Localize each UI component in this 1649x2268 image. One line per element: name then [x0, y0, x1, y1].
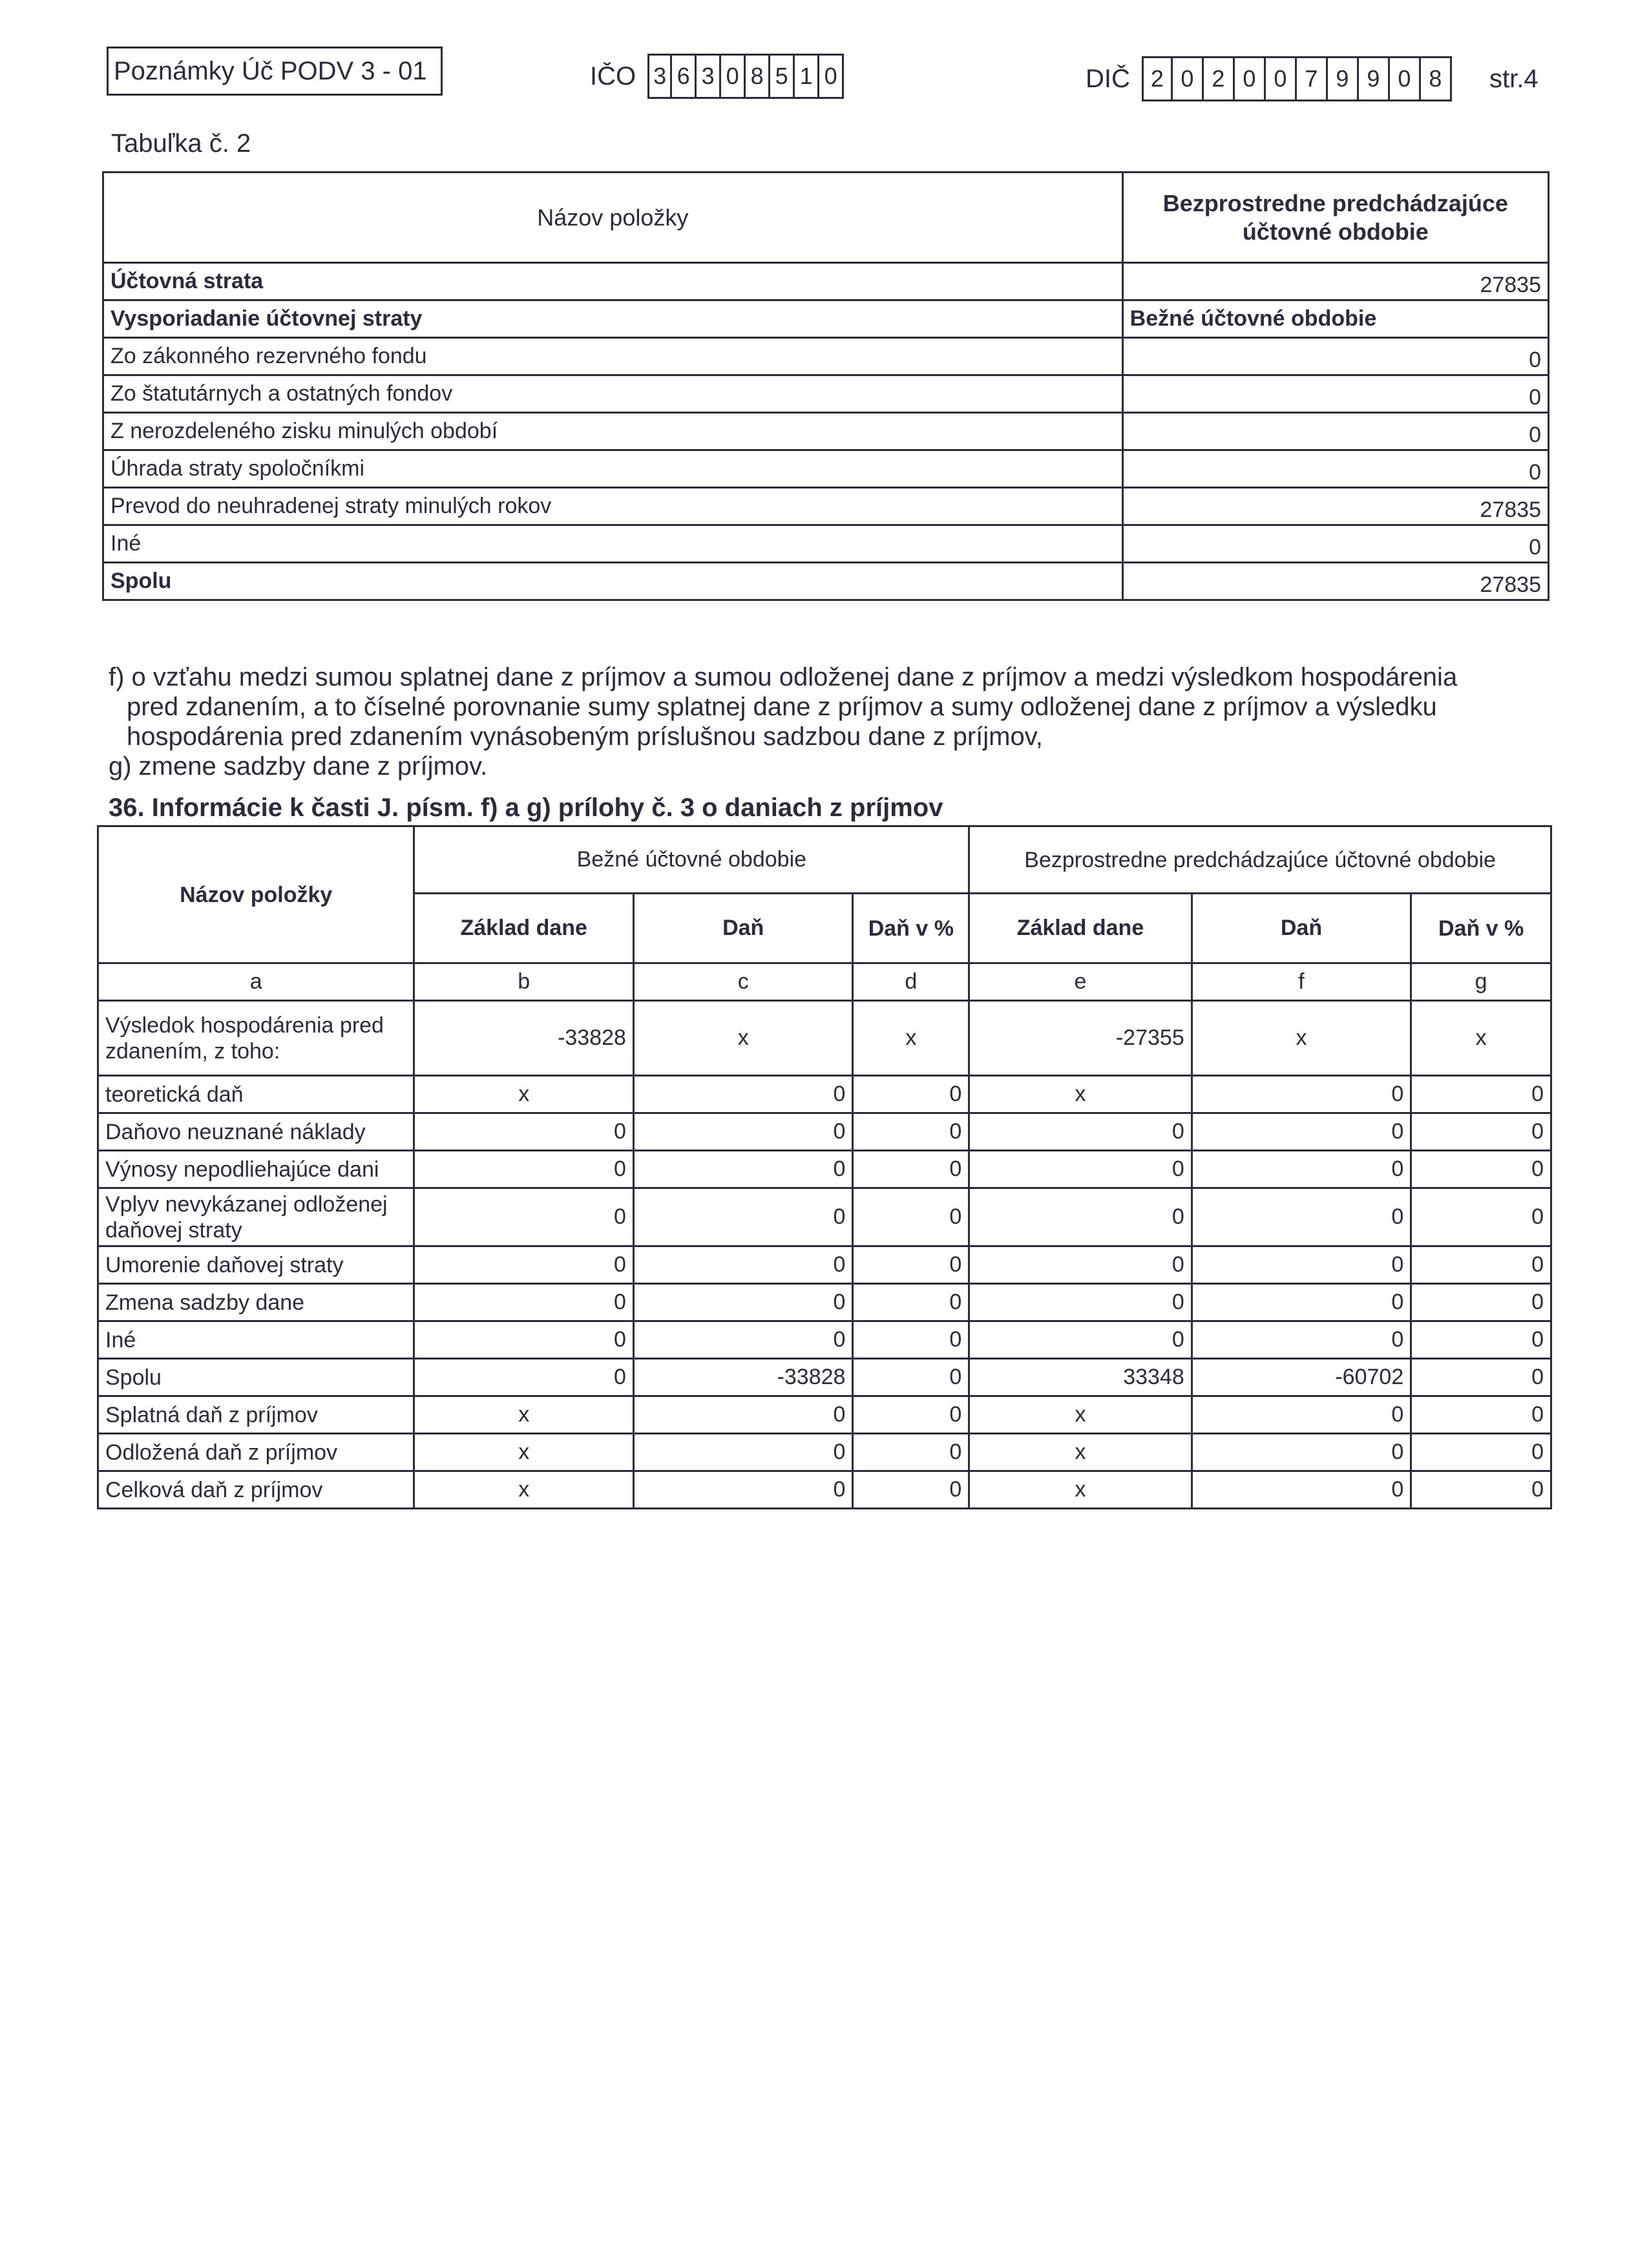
t36-cell-g: 0 [1411, 1076, 1551, 1113]
t36-cell-g: 0 [1411, 1434, 1551, 1471]
t36-cell-c: 0 [633, 1246, 853, 1284]
t36-cell-g: 0 [1411, 1113, 1551, 1151]
t36-cell-c: 0 [633, 1321, 853, 1359]
t36-cell-g: 0 [1411, 1471, 1551, 1509]
t36-cell-b: x [414, 1076, 634, 1113]
dic-digit: 0 [1173, 56, 1204, 101]
t36-cell-f: 0 [1192, 1396, 1411, 1434]
table2-row-value: 0 [1122, 375, 1548, 413]
t36-cell-d: 0 [853, 1151, 969, 1188]
table2-row [103, 375, 1549, 413]
t36-group-prev: Bezprostredne predchádzajúce účtovné obdobie [969, 826, 1551, 894]
disclosure-text [109, 662, 1530, 781]
t36-cell-d: 0 [853, 1113, 969, 1151]
t36-cell-b: x [414, 1396, 634, 1434]
table2-row-label: Z nerozdeleného zisku minulých období [103, 413, 1123, 450]
table2-row-label: Spolu [103, 563, 1123, 600]
t36-cell-d: 0 [853, 1359, 969, 1396]
t36-cell-b: 0 [414, 1188, 634, 1246]
table2-row-value: 0 [1122, 413, 1548, 450]
t36-row [98, 1001, 1551, 1076]
t36-row-label: Celková daň z príjmov [98, 1471, 414, 1509]
ico-digit: 3 [697, 54, 721, 99]
table2-row-value: 0 [1122, 450, 1548, 488]
t36-sub-base-prev: Základ dane [969, 894, 1192, 963]
item-f-line-1: f) o vzťahu medzi sumou splatnej dane z príjmov a sumou odloženej dane z príjmov a medzi výsledkom hospodárenia [109, 663, 1458, 691]
t36-cell-g: 0 [1411, 1151, 1551, 1188]
ico-label: IČO [590, 62, 636, 90]
t36-cell-f: 0 [1192, 1321, 1411, 1359]
t36-row [98, 1321, 1551, 1359]
t36-cell-d: 0 [853, 1471, 969, 1509]
dic-label: DIČ [1086, 65, 1130, 93]
t36-cell-d: 0 [853, 1396, 969, 1434]
dic-digit: 2 [1142, 56, 1173, 101]
t36-cell-b: -33828 [414, 1001, 634, 1076]
t36-row-label: teoretická daň [98, 1076, 414, 1113]
item-f-line-2: pred zdanením, a to číselné porovnanie sumy splatnej dane z príjmov a sumy odloženej dane z príjmov a výsledku [127, 693, 1437, 721]
t36-cell-c: 0 [633, 1284, 853, 1321]
dic-field [1086, 54, 1452, 103]
t36-cell-e: 0 [969, 1151, 1192, 1188]
t36-cell-b: 0 [414, 1246, 634, 1284]
t36-cell-e: 0 [969, 1321, 1192, 1359]
dic-digit: 9 [1328, 56, 1359, 101]
table2-row-label: Iné [103, 525, 1123, 563]
t36-cell-b: 0 [414, 1359, 634, 1396]
t36-row-label: Zmena sadzby dane [98, 1284, 414, 1321]
t36-cell-f: 0 [1192, 1076, 1411, 1113]
t36-cell-e: 0 [969, 1246, 1192, 1284]
t36-cell-f: 0 [1192, 1246, 1411, 1284]
t36-row [98, 1151, 1551, 1188]
table2-row-value: 0 [1122, 338, 1548, 375]
t36-cell-d: x [853, 1001, 969, 1076]
dic-digit: 9 [1359, 56, 1390, 101]
table2-row-label: Vysporiadanie účtovnej straty [103, 300, 1123, 338]
t36-cell-f: 0 [1192, 1151, 1411, 1188]
table2-caption: Tabuľka č. 2 [111, 129, 251, 158]
t36-sub-pct-current: Daň v % [853, 894, 969, 963]
table2-header-row [103, 173, 1549, 263]
table2-row-label: Účtovná strata [103, 263, 1123, 300]
t36-cell-g: x [1411, 1001, 1551, 1076]
dic-digits [1142, 56, 1452, 101]
t36-col-letter: d [853, 963, 969, 1001]
t36-cell-b: x [414, 1471, 634, 1509]
ico-digit: 6 [672, 54, 697, 99]
table2-row [103, 563, 1549, 600]
t36-cell-e: x [969, 1396, 1192, 1434]
t36-row-label: Spolu [98, 1359, 414, 1396]
table2-row-label: Zo zákonného rezervného fondu [103, 338, 1123, 375]
t36-cell-f: 0 [1192, 1188, 1411, 1246]
table2-row [103, 413, 1549, 450]
t36-cell-c: x [633, 1001, 853, 1076]
t36-cell-d: 0 [853, 1321, 969, 1359]
t36-row-label: Výnosy nepodliehajúce dani [98, 1151, 414, 1188]
table2-col-prev: Bezprostredne predchádzajúce účtovné obdobie [1122, 173, 1548, 263]
t36-col-item: Názov položky [98, 826, 414, 963]
t36-cell-f: 0 [1192, 1284, 1411, 1321]
t36-letter-row [98, 963, 1551, 1001]
t36-row [98, 1471, 1551, 1509]
dic-digit: 0 [1266, 56, 1297, 101]
table2-row [103, 450, 1549, 488]
t36-col-letter: a [98, 963, 414, 1001]
dic-digit: 0 [1235, 56, 1266, 101]
table2-row-label: Prevod do neuhradenej straty minulých rokov [103, 488, 1123, 525]
loss-settlement-table [102, 171, 1549, 601]
ico-digit: 8 [746, 54, 770, 99]
t36-group-current: Bežné účtovné obdobie [414, 826, 969, 894]
t36-cell-c: 0 [633, 1076, 853, 1113]
t36-row-label: Iné [98, 1321, 414, 1359]
t36-row-label: Vplyv nevykázanej odloženej daňovej straty [98, 1188, 414, 1246]
t36-row [98, 1434, 1551, 1471]
t36-cell-c: 0 [633, 1434, 853, 1471]
t36-cell-e: x [969, 1076, 1192, 1113]
t36-cell-e: 0 [969, 1188, 1192, 1246]
t36-cell-e: x [969, 1471, 1192, 1509]
ico-digit: 5 [770, 54, 795, 99]
t36-row [98, 1076, 1551, 1113]
t36-cell-f: 0 [1192, 1471, 1411, 1509]
section-36-heading: 36. Informácie k časti J. písm. f) a g) prílohy č. 3 o daniach z príjmov [109, 793, 943, 822]
form-code-box [107, 47, 443, 96]
t36-row [98, 1246, 1551, 1284]
item-g-line: g) zmene sadzby dane z príjmov. [109, 752, 488, 781]
t36-sub-base-current: Základ dane [414, 894, 634, 963]
dic-digit: 7 [1297, 56, 1328, 101]
t36-cell-d: 0 [853, 1188, 969, 1246]
t36-cell-e: 0 [969, 1284, 1192, 1321]
dic-digit: 8 [1421, 56, 1452, 101]
t36-sub-tax-prev: Daň [1192, 894, 1411, 963]
ico-digits [647, 54, 844, 99]
t36-cell-e: 33348 [969, 1359, 1192, 1396]
dic-digit: 2 [1204, 56, 1235, 101]
dic-digit: 0 [1390, 56, 1421, 101]
t36-cell-e: -27355 [969, 1001, 1192, 1076]
table2-row-value: 27835 [1122, 488, 1548, 525]
table2-row-label: Úhrada straty spoločníkmi [103, 450, 1123, 488]
t36-cell-f: x [1192, 1001, 1411, 1076]
t36-col-letter: g [1411, 963, 1551, 1001]
ico-digit: 1 [795, 54, 819, 99]
t36-cell-g: 0 [1411, 1396, 1551, 1434]
t36-cell-c: 0 [633, 1396, 853, 1434]
t36-row [98, 1188, 1551, 1246]
t36-row-label: Umorenie daňovej straty [98, 1246, 414, 1284]
page-number: str.4 [1489, 65, 1539, 93]
t36-cell-b: 0 [414, 1151, 634, 1188]
ico-digit: 0 [819, 54, 844, 99]
ico-digit: 3 [647, 54, 672, 99]
t36-col-letter: c [633, 963, 853, 1001]
t36-cell-e: 0 [969, 1113, 1192, 1151]
t36-cell-d: 0 [853, 1284, 969, 1321]
t36-cell-b: 0 [414, 1321, 634, 1359]
t36-cell-b: x [414, 1434, 634, 1471]
t36-cell-d: 0 [853, 1434, 969, 1471]
t36-cell-g: 0 [1411, 1246, 1551, 1284]
table2-row-value: 0 [1122, 525, 1548, 563]
t36-cell-b: 0 [414, 1284, 634, 1321]
t36-cell-c: 0 [633, 1471, 853, 1509]
t36-row-label: Splatná daň z príjmov [98, 1396, 414, 1434]
t36-cell-f: 0 [1192, 1434, 1411, 1471]
t36-sub-tax-current: Daň [633, 894, 853, 963]
t36-cell-g: 0 [1411, 1321, 1551, 1359]
t36-cell-d: 0 [853, 1246, 969, 1284]
t36-col-letter: f [1192, 963, 1411, 1001]
t36-row [98, 1284, 1551, 1321]
table2-row [103, 488, 1549, 525]
ico-field [590, 52, 844, 101]
table2-row-value: 27835 [1122, 263, 1548, 300]
table2-row [103, 300, 1549, 338]
t36-cell-f: -60702 [1192, 1359, 1411, 1396]
t36-cell-c: 0 [633, 1151, 853, 1188]
t36-cell-g: 0 [1411, 1188, 1551, 1246]
t36-cell-c: 0 [633, 1113, 853, 1151]
form-code: Poznámky Úč PODV 3 - 01 [114, 57, 427, 85]
t36-cell-d: 0 [853, 1076, 969, 1113]
item-f-line-3: hospodárenia pred zdanením vynásobeným príslušnou sadzbou dane z príjmov, [127, 722, 1043, 751]
table2-row [103, 263, 1549, 300]
t36-row-label: Daňovo neuznané náklady [98, 1113, 414, 1151]
t36-sub-pct-prev: Daň v % [1411, 894, 1551, 963]
t36-cell-c: -33828 [633, 1359, 853, 1396]
t36-row [98, 1113, 1551, 1151]
t36-row-label: Odložená daň z príjmov [98, 1434, 414, 1471]
t36-cell-g: 0 [1411, 1284, 1551, 1321]
t36-row-label: Výsledok hospodárenia pred zdanením, z toho: [98, 1001, 414, 1076]
income-tax-table [97, 825, 1552, 1509]
table2-row [103, 525, 1549, 563]
table2-row-label: Zo štatutárnych a ostatných fondov [103, 375, 1123, 413]
t36-cell-c: 0 [633, 1188, 853, 1246]
table2-current-period-label: Bežné účtovné obdobie [1122, 300, 1548, 338]
t36-cell-e: x [969, 1434, 1192, 1471]
table2-row [103, 338, 1549, 375]
t36-cell-b: 0 [414, 1113, 634, 1151]
t36-row [98, 1396, 1551, 1434]
t36-col-letter: e [969, 963, 1192, 1001]
table2-col-item: Názov položky [103, 173, 1123, 263]
ico-digit: 0 [721, 54, 746, 99]
t36-cell-g: 0 [1411, 1359, 1551, 1396]
table2-row-value: 27835 [1122, 563, 1548, 600]
t36-cell-f: 0 [1192, 1113, 1411, 1151]
t36-col-letter: b [414, 963, 634, 1001]
t36-row [98, 1359, 1551, 1396]
